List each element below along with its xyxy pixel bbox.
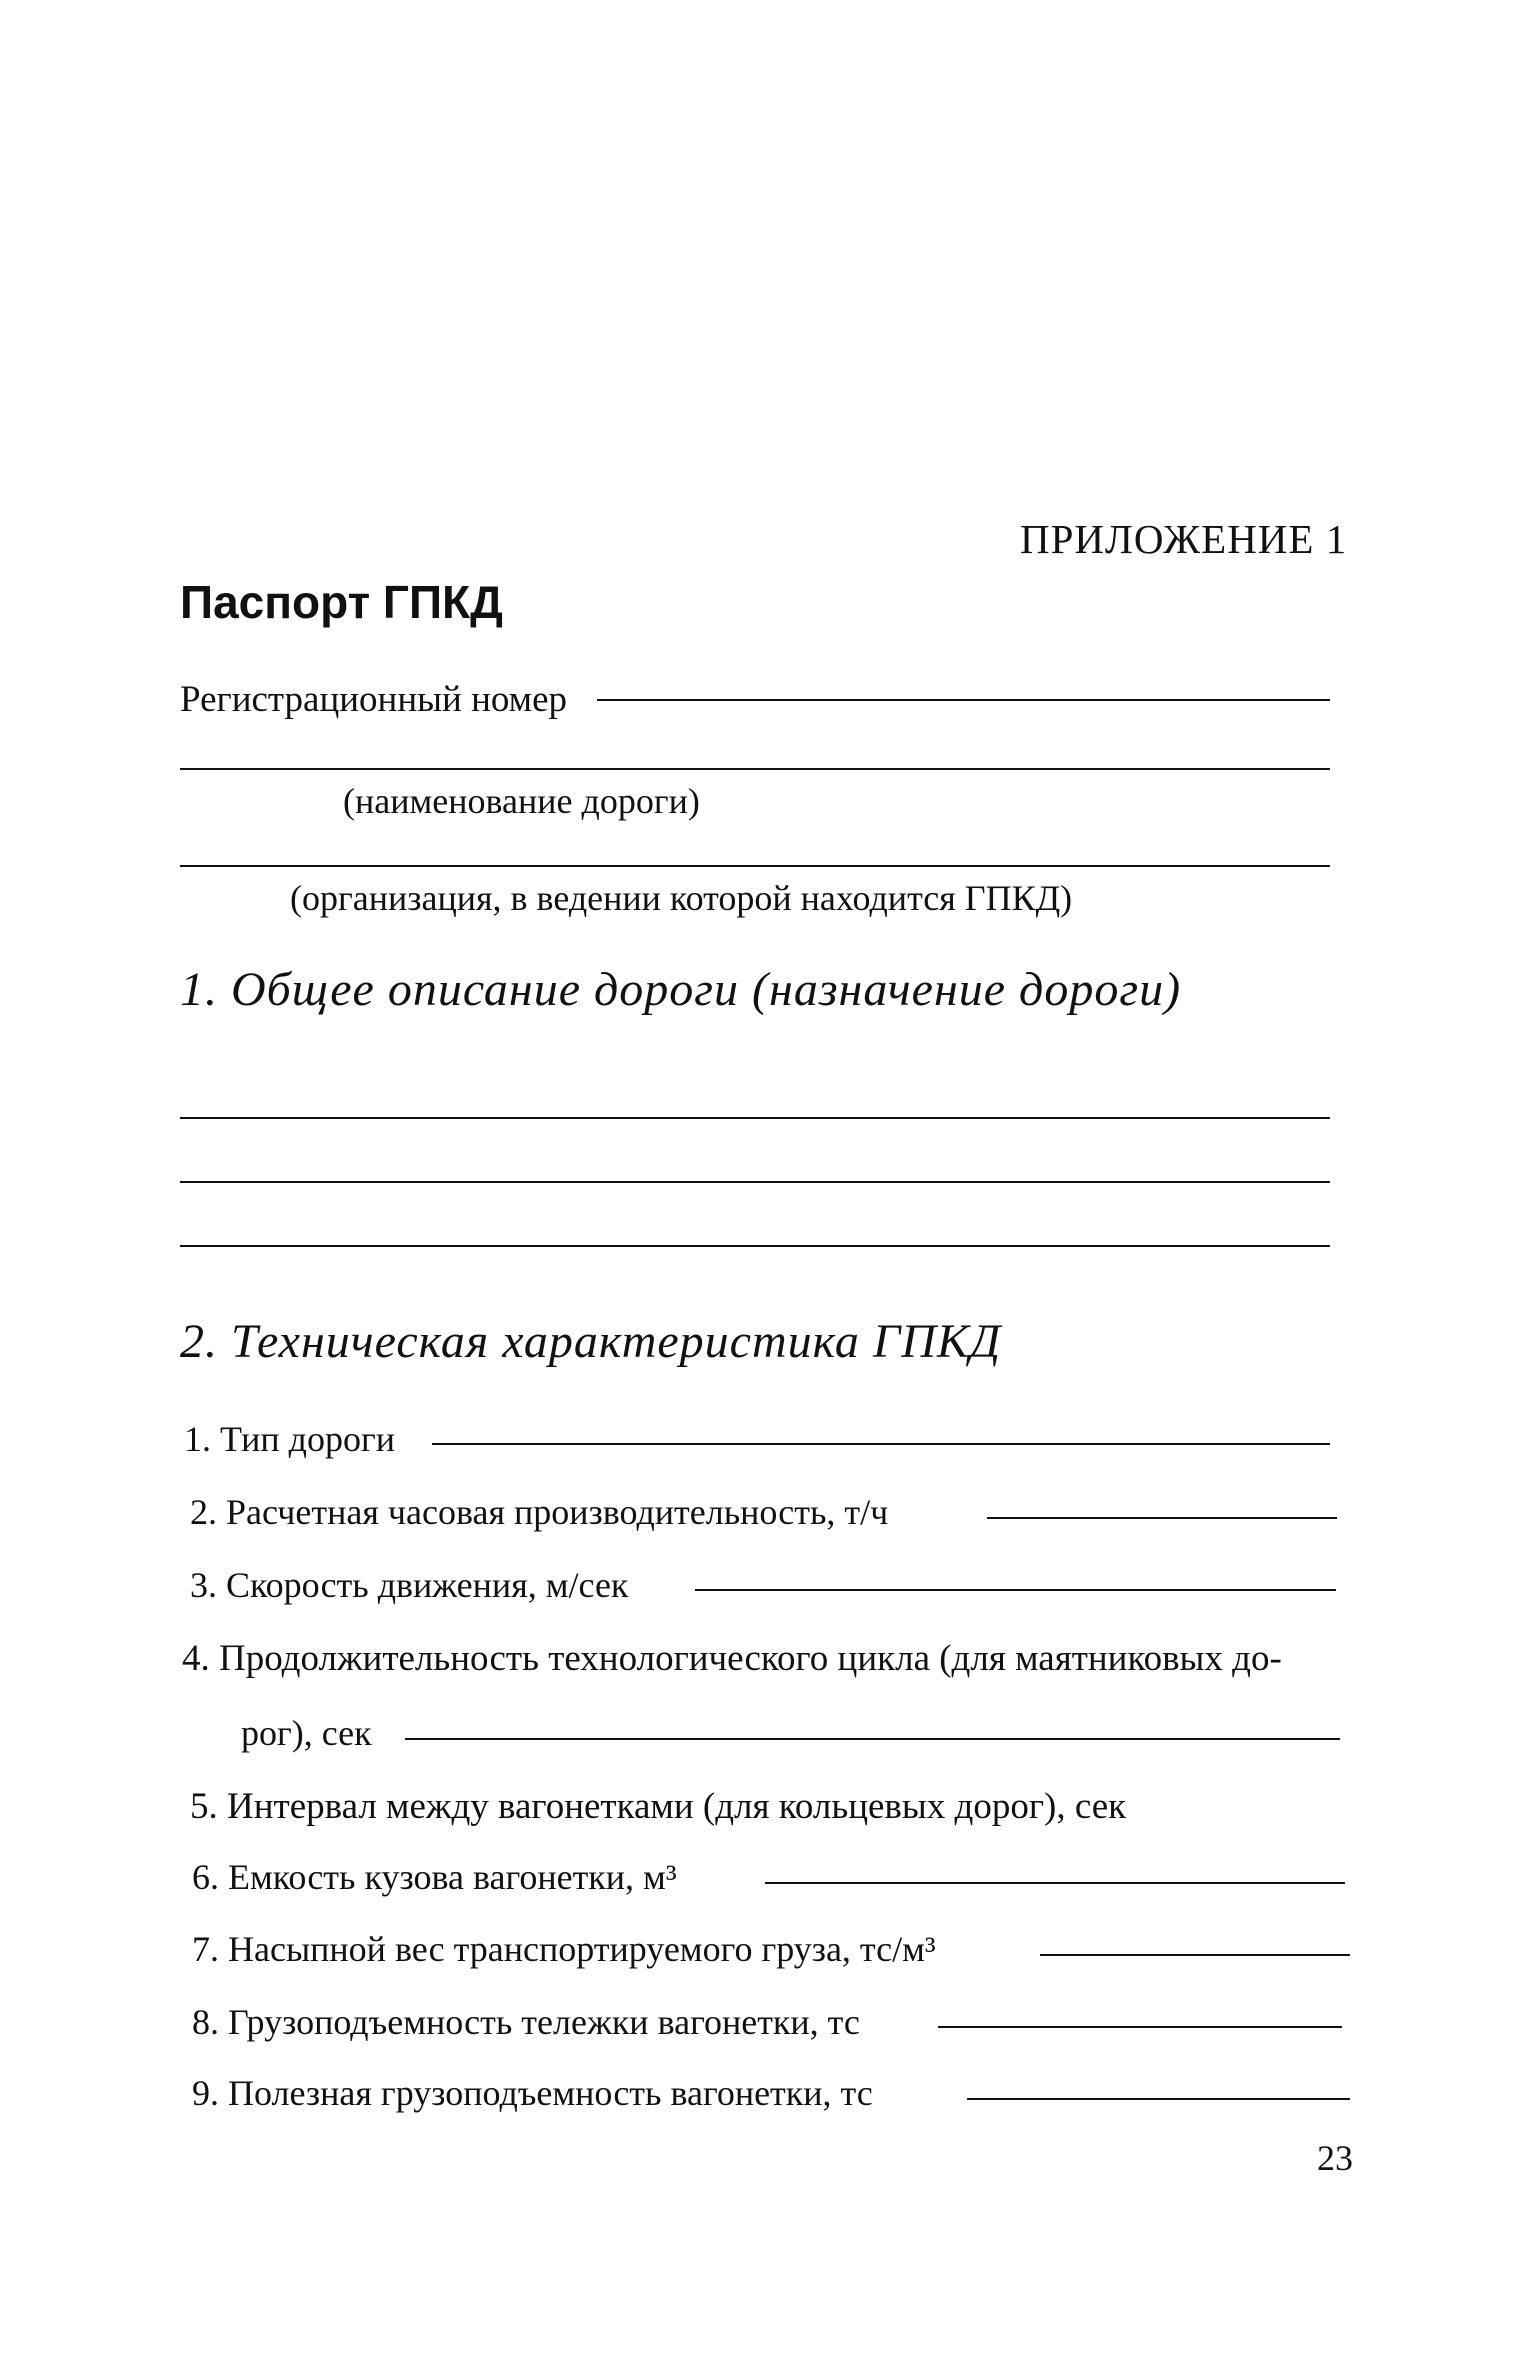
- spec-item-8-field: [938, 2026, 1342, 2028]
- spec-item-text: Тип дороги: [220, 1419, 395, 1459]
- spec-item-6-field: [765, 1882, 1345, 1884]
- registration-number-label: Регистрационный номер: [180, 679, 568, 720]
- spec-item-text: Насыпной вес транспортируемого груза, тс/м³: [228, 1929, 936, 1969]
- spec-item-4-field: [405, 1738, 1340, 1740]
- spec-item-6: [192, 1856, 677, 1898]
- page-number: 23: [1317, 2138, 1353, 2178]
- registration-number-field: [597, 699, 1330, 701]
- spec-item-number: 8.: [192, 2002, 219, 2042]
- section-1-title: 1. Общее описание дороги (назначение дороги): [180, 963, 1182, 1016]
- spec-item-1: [184, 1418, 395, 1460]
- spec-item-5: [190, 1785, 1126, 1828]
- spec-item-3-field: [695, 1589, 1336, 1591]
- spec-item-text: Грузоподъемность тележки вагонетки, тс: [228, 2002, 860, 2042]
- spec-item-number: 5.: [190, 1786, 218, 1827]
- spec-item-number: 2.: [190, 1492, 217, 1532]
- organization-caption: (организация, в ведении которой находится ГПКД): [290, 878, 1073, 918]
- description-line-2: [180, 1181, 1330, 1183]
- spec-item-number: 7.: [192, 1929, 219, 1969]
- organization-field: [180, 865, 1330, 867]
- spec-item-1-field: [432, 1443, 1330, 1445]
- spec-item-text: Продолжительность технологического цикла (для маятниковых до-: [219, 1638, 1282, 1679]
- page-title: Паспорт ГПКД: [180, 576, 503, 628]
- spec-item-text: Полезная грузоподъемность вагонетки, тс: [228, 2073, 873, 2113]
- spec-item-2: [190, 1491, 888, 1533]
- spec-item-text: Емкость кузова вагонетки, м³: [228, 1857, 677, 1897]
- spec-item-4-continued: рог), сек: [241, 1713, 372, 1753]
- description-line-3: [180, 1245, 1330, 1247]
- section-2-title: 2. Техническая характеристика ГПКД: [180, 1315, 1002, 1368]
- spec-item-9: [192, 2072, 873, 2114]
- spec-item-7: [192, 1928, 936, 1970]
- spec-item-number: 1.: [184, 1419, 211, 1459]
- spec-item-8: [192, 2001, 860, 2043]
- spec-item-9-field: [967, 2098, 1350, 2100]
- spec-item-3: [190, 1564, 628, 1606]
- spec-item-text: Расчетная часовая производительность, т/ч: [226, 1492, 889, 1532]
- road-name-field: [180, 768, 1330, 770]
- spec-item-number: 6.: [192, 1857, 219, 1897]
- spec-item-text: Скорость движения, м/сек: [226, 1565, 629, 1605]
- spec-item-number: 9.: [192, 2073, 219, 2113]
- spec-item-number: 4.: [182, 1638, 210, 1679]
- spec-item-7-field: [1040, 1954, 1350, 1956]
- spec-item-number: 3.: [190, 1565, 217, 1605]
- appendix-label: ПРИЛОЖЕНИЕ 1: [1020, 516, 1348, 562]
- road-name-caption: (наименование дороги): [343, 781, 700, 821]
- spec-item-text: Интервал между вагонетками (для кольцевых дорог), сек: [227, 1786, 1127, 1827]
- spec-item-2-field: [987, 1517, 1337, 1519]
- description-line-1: [180, 1117, 1330, 1119]
- spec-item-4: [182, 1637, 1282, 1680]
